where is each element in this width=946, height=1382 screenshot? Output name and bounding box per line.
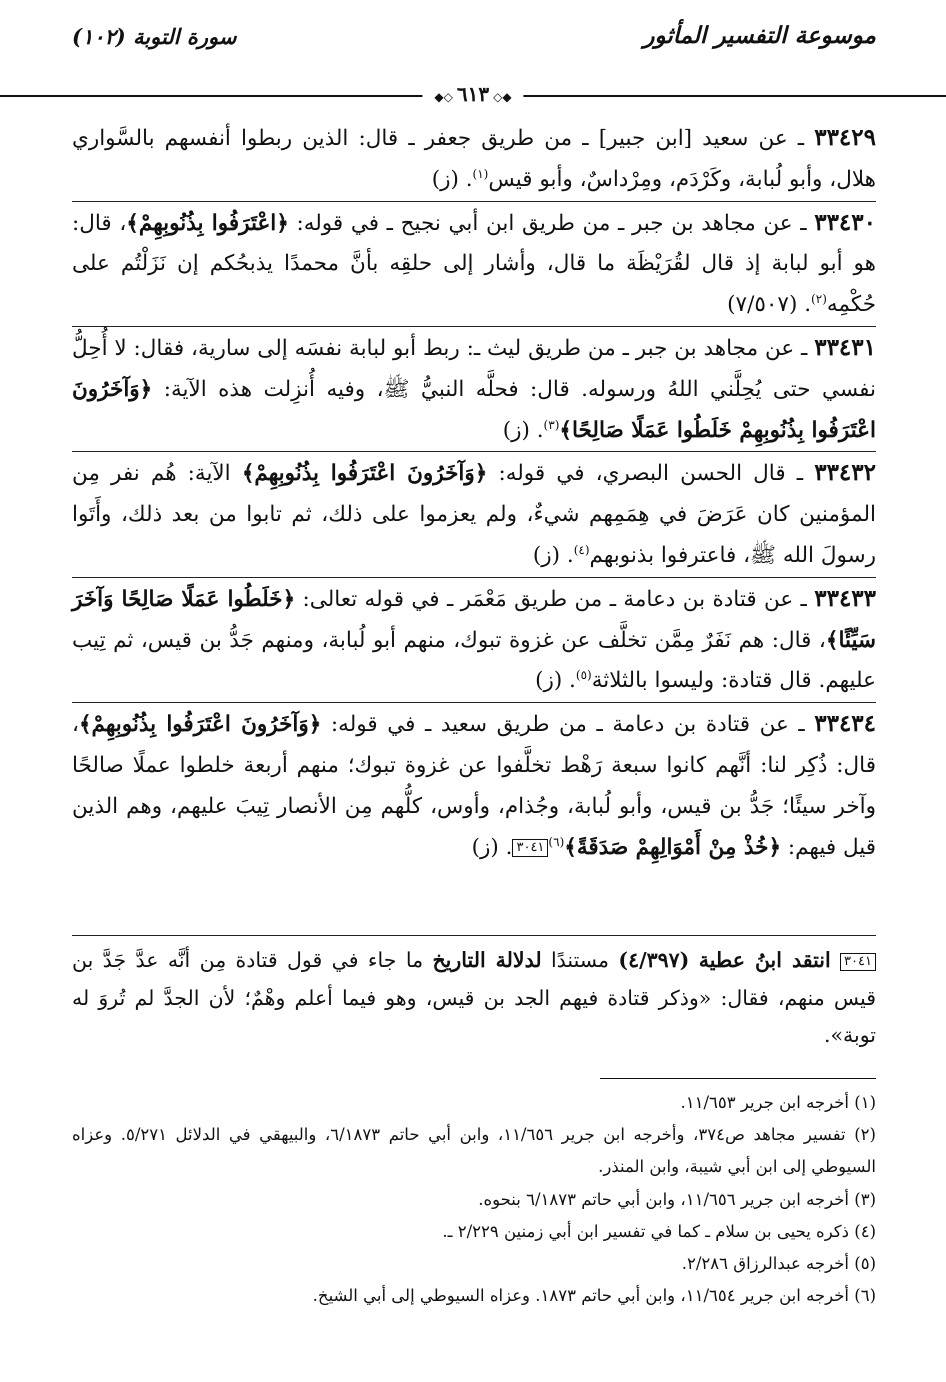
narration-text: . (ز) xyxy=(535,668,576,694)
narration-text: ، قال: هم نَفَرٌ مِمَّن تخلَّف عن غزوة تبوك، منهم أبو لُبابة، ومنهم جَدُّ بن قيس، ثم تِيب عليهم. قال قتادة: وليسوا بالثلاثة xyxy=(72,627,876,694)
narration-entry xyxy=(72,326,876,451)
commentary-mid: مستندًا xyxy=(541,948,619,972)
footnote: (٦) أخرجه ابن جرير ١١/٦٥٤، وابن أبي حاتم ١٨٧٣. وعزاه السيوطي إلى أبي الشيخ. xyxy=(312,1286,876,1306)
quran-verse: ﴿وَآخَرُونَ اعْتَرَفُوا بِذُنُوبِهِمْ خَلَطُوا عَمَلًا صَالِحًا﴾ xyxy=(72,376,876,443)
narration-text: الآية: هُم نفر مِن المؤمنين كان عَرَضَ في هِمَمِهم شيءٌ، ولم يعزموا على ذلك، ثم تابوا من بعد ذلك، وأَتَوا رسولَ الله ﷺ، فاعترفوا بذنوبهم xyxy=(72,461,876,568)
footnotes xyxy=(72,1087,876,1312)
page-number-wrap xyxy=(422,82,523,106)
narration-number: ٣٣٤٣٤ xyxy=(814,710,877,738)
quran-verse: ﴿خَلَطُوا عَمَلًا صَالِحًا وَآخَرَ سَيِّئًا﴾ xyxy=(72,586,876,653)
narration-entry xyxy=(72,451,876,576)
narration-number: ٣٣٤٣٣ xyxy=(814,584,877,612)
footnote: (٥) أخرجه عبدالرزاق ٢/٢٨٦. xyxy=(681,1254,876,1274)
narration-text: ـ عن قتادة بن دعامة ـ من طريق سعيد ـ في قوله: xyxy=(321,712,815,738)
footnote-ref: (٥) xyxy=(575,668,592,683)
narration-text: . (ز) xyxy=(431,166,473,192)
narration-number: ٣٣٤٣١ xyxy=(814,333,876,361)
quran-verse: ﴿وَآخَرُونَ اعْتَرَفُوا بِذُنُوبِهِمْ﴾ xyxy=(78,712,322,738)
commentary-ref-box: ٣٠٤١ xyxy=(840,953,876,971)
footnote-ref: (٦) xyxy=(548,834,565,849)
footnote: (٤) ذكره يحيى بن سلام ـ كما في تفسير ابن أبي زمنين ٢/٢٢٩ ـ. xyxy=(442,1221,876,1241)
footnote-ref: (١) xyxy=(472,166,489,181)
page-header xyxy=(72,0,876,70)
narration-text: ـ عن سعيد [ابن جبير] ـ من طريق جعفر ـ قال: الذين ربطوا أنفسهم بالسَّواري هلال، وأبو لُبابة، وكَرْدَم، ومِرْداسٌ، وأبو قيس xyxy=(72,126,876,192)
footnote: (١) أخرجه ابن جرير ١١/٦٥٣. xyxy=(680,1093,876,1112)
commentary-ref-box: ٣٠٤١ xyxy=(512,839,548,857)
footnote-rule xyxy=(600,1078,876,1079)
narration-text: . (ز) xyxy=(502,417,544,443)
narration-entry xyxy=(72,702,876,868)
narration-number: ٣٣٤٣٠ xyxy=(814,208,876,236)
footnote: (٢) تفسير مجاهد ص٣٧٤، وأخرجه ابن جرير ١١/٦٥٦، وابن أبي حاتم ٦/١٨٧٣، والبيهقي في الدلائل ٥/٢٧١. وعزاه السيوطي إلى ابن أبي شيبة، وابن المنذر. xyxy=(72,1125,876,1177)
narration-entry xyxy=(72,118,876,201)
ornament-icon: ◇◆ xyxy=(434,90,453,104)
quran-verse: ﴿وَآخَرُونَ اعْتَرَفُوا بِذُنُوبِهِمْ﴾ xyxy=(241,461,488,487)
narration-text: ـ عن مجاهد بن جبر ـ من طريق ليث ـ: ربط أبو لبابة نفسَه إلى سارية، فقال: لا أُحِلُّ نفسي حتى يُحِلَّني اللهُ ورسوله. قال: فحلَّه النبيُّ ﷺ، وفيه أُنزِلت هذه الآية: xyxy=(72,335,876,402)
narrations xyxy=(72,118,876,868)
commentary-lead: انتقد ابنُ عطية xyxy=(698,948,831,972)
surah-label: سورة التوبة (١٠٢) xyxy=(72,24,237,49)
commentary-rule xyxy=(72,935,876,936)
narration-number: ٣٣٤٣٢ xyxy=(814,459,876,487)
narration-text: . (ز) xyxy=(471,834,513,860)
narration-number: ٣٣٤٢٩ xyxy=(814,124,876,151)
commentary-text: ما جاء في قول قتادة مِن أنَّه عدَّ جَدَّ بن قيس منهم، فقال: «وذكر قتادة فيهم الجد بن قيس، وهو فيما أعلم وهْمٌ؛ لأن الجدَّ لم تُروَ له توبة». xyxy=(72,948,876,1047)
narration-text: ـ عن مجاهد بن جبر ـ من طريق ابن أبي نجيح ـ في قوله: xyxy=(288,210,815,236)
quran-verse: ﴿اعْتَرَفُوا بِذُنُوبِهِمْ﴾ xyxy=(126,210,289,236)
commentary xyxy=(72,935,876,1055)
footnote-ref: (٢) xyxy=(811,292,827,307)
page-number: ٦١٣ xyxy=(456,82,490,106)
quran-verse: ﴿خُذْ مِنْ أَمْوَالِهِمْ صَدَقَةً﴾ xyxy=(564,834,782,860)
narration-text: ، قال: ذُكِر لنا: أنَّهم كانوا سبعة رَهْط تخلَّفوا عن غزوة تبوك؛ منهم أربعة خلطوا عملًا صالحًا وآخر سيئًا؛ جَدُّ بن قيس، وأبو لُبابة، وجُذام، وأوس، كلُّهم مِن الأنصار تِيبَ عليهم، وهم الذين قيل فيهم: xyxy=(72,712,876,860)
footnote: (٣) أخرجه ابن جرير ١١/٦٥٦، وابن أبي حاتم ٦/١٨٧٣ بنحوه. xyxy=(478,1189,876,1209)
narration-entry xyxy=(72,201,876,326)
commentary-basis: لدلالة التاريخ xyxy=(432,948,542,972)
ornament-icon: ◆◇ xyxy=(493,90,512,104)
narration-text: . (ز) xyxy=(532,542,574,568)
narration-text: ، قال: هو أبو لبابة إذ قال لقُرَيْظَة ما قال، وأشار إلى حلقِه بأنَّ محمدًا يذبحُكم إن نَزَلْتُم على حُكْمِه xyxy=(72,210,876,318)
narration-text: ـ عن قتادة بن دعامة ـ من طريق مَعْمَر ـ في قوله تعالى: xyxy=(295,586,815,612)
commentary-ref: (٤/٣٩٧) xyxy=(618,948,690,972)
book-title: موسوعة التفسير المأثور xyxy=(643,22,876,49)
narration-text: ـ قال الحسن البصري، في قوله: xyxy=(487,461,815,487)
narration-text: . (٧/٥٠٧) xyxy=(727,292,812,318)
narration-entry xyxy=(72,577,876,702)
footnote-ref: (٣) xyxy=(543,417,560,432)
footnote-ref: (٤) xyxy=(573,542,590,557)
